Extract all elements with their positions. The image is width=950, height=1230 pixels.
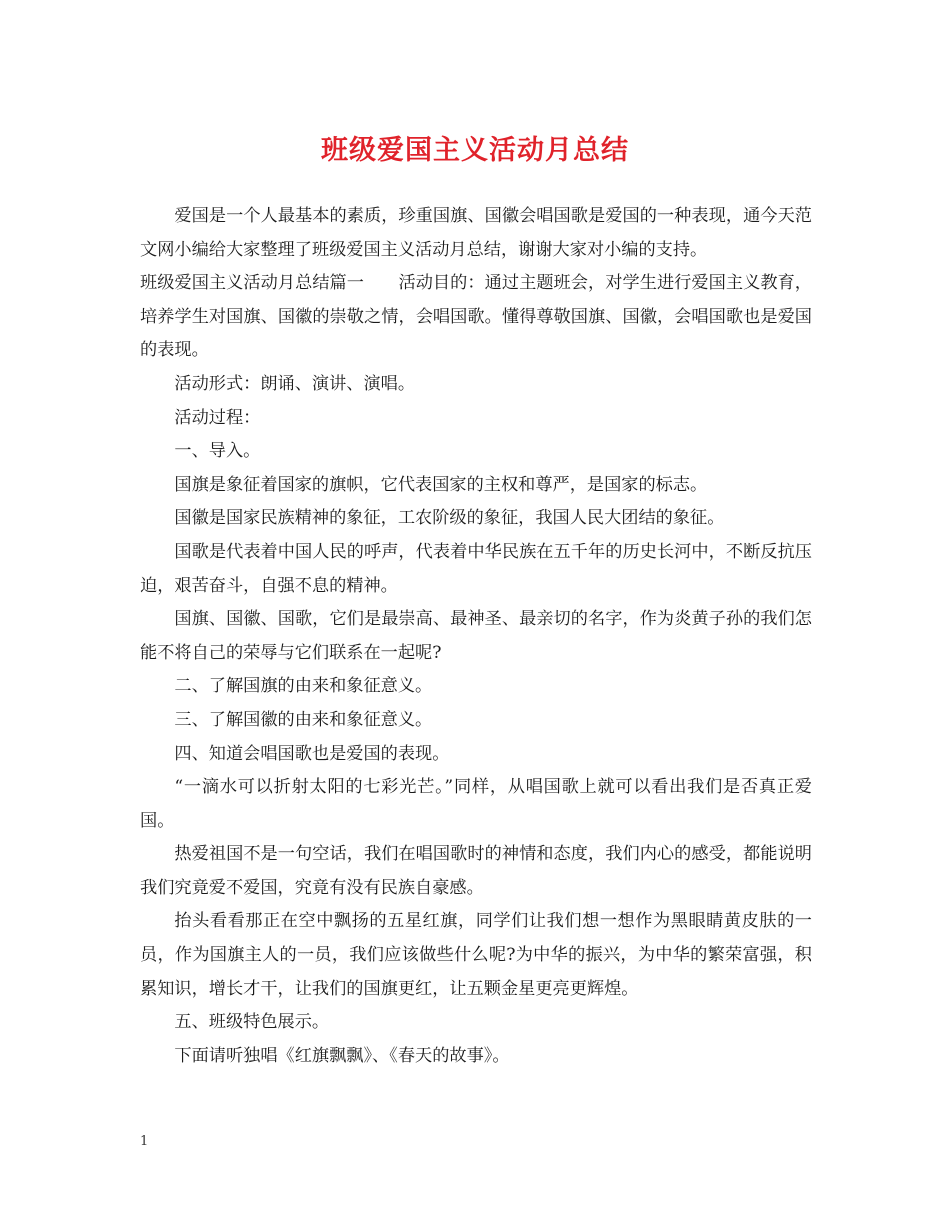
paragraph: 一、导入。 (174, 441, 261, 462)
paragraph: 五、班级特色展示。 (174, 1012, 330, 1033)
paragraph: 活动形式：朗诵、演讲、演唱。 (174, 373, 416, 394)
paragraph: 热爱祖国不是一句空话，我们在唱国歌时的神情和态度，我们内心的感受，都能说明我们究竟爱不爱国，究竟有没有民族自豪感。 (140, 844, 812, 898)
paragraph: 抬头看看那正在空中飘扬的五星红旗，同学们让我们想一想作为黑眼睛黄皮肤的一员，作为国旗主人的一员，我们应该做些什么呢?为中华的振兴，为中华的繁荣富强，积累知识，增长才干，让我们的国旗更红，让五颗金星更亮更辉煌。 (140, 911, 812, 999)
paragraph: 国徽是国家民族精神的象征，工农阶级的象征，我国人民大团结的象征。 (174, 508, 725, 529)
paragraph: 国歌是代表着中国人民的呼声，代表着中华民族在五千年的历史长河中，不断反抗压迫，艰苦奋斗，自强不息的精神。 (140, 541, 812, 596)
paragraph: 二、了解国旗的由来和象征意义。 (174, 676, 433, 697)
paragraph: 国旗、国徽、国歌，它们是最崇高、最神圣、最亲切的名字，作为炎黄子孙的我们怎能不将自己的荣辱与它们联系在一起呢? (140, 609, 812, 663)
document-body (140, 200, 812, 1073)
paragraph: “一滴水可以折射太阳的七彩光芒。”同样，从唱国歌上就可以看出我们是否真正爱国。 (140, 777, 812, 831)
paragraph: 下面请听独唱《红旗飘飘》、《春天的故事》。 (174, 1045, 510, 1066)
paragraph: 三、了解国徽的由来和象征意义。 (174, 709, 433, 730)
paragraph: 国旗是象征着国家的旗帜，它代表国家的主权和尊严，是国家的标志。 (174, 474, 708, 495)
paragraph: 爱国是一个人最基本的素质，珍重国旗、国徽会唱国歌是爱国的一种表现，通今天范文网小编给大家整理了班级爱国主义活动月总结，谢谢大家对小编的支持。 (140, 206, 812, 260)
paragraph: 活动过程： (174, 407, 261, 428)
paragraph: 班级爱国主义活动月总结篇一 活动目的：通过主题班会，对学生进行爱国主义教育，培养学生对国旗、国徽的崇敬之情，会唱国歌。懂得尊敬国旗、国徽，会唱国歌也是爱国的表现。 (140, 273, 812, 361)
paragraph: 四、知道会唱国歌也是爱国的表现。 (174, 743, 450, 764)
document-title: 班级爱国主义活动月总结 (321, 135, 629, 166)
page-number: 1 (140, 1134, 149, 1149)
